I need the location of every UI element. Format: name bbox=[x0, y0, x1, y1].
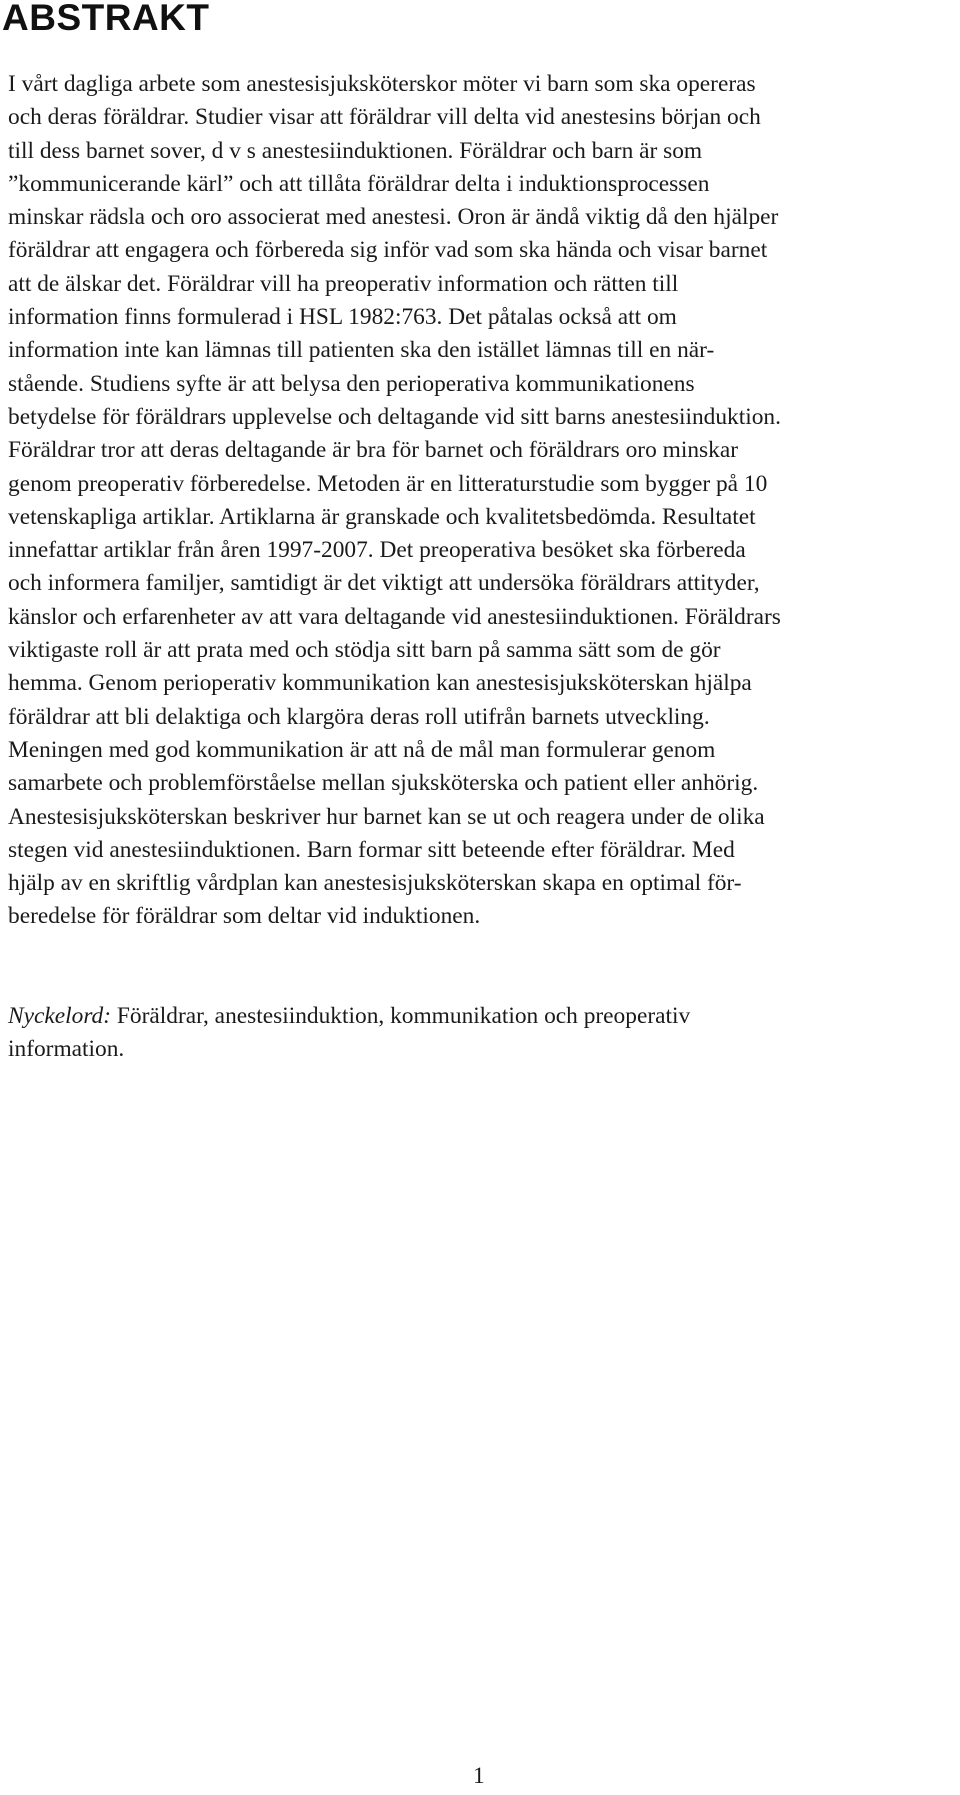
abstract-line: betydelse för föräldrars upplevelse och deltagande vid sitt barns anestesiinduktion. bbox=[8, 403, 781, 430]
abstract-line: information finns formulerad i HSL 1982:763. Det påtalas också att om bbox=[8, 304, 677, 331]
keywords-paragraph bbox=[8, 1000, 958, 1067]
abstract-line: föräldrar att bli delaktiga och klargöra deras roll utifrån barnets utveckling. bbox=[8, 703, 710, 730]
abstract-line: att de älskar det. Föräldrar vill ha preoperativ information och rätten till bbox=[8, 270, 679, 297]
abstract-line: innefattar artiklar från åren 1997-2007. Det preoperativa besöket ska förbereda bbox=[8, 537, 746, 564]
keywords-text: Föräldrar, anestesiinduktion, kommunikation och preoperativ bbox=[111, 1003, 691, 1029]
abstract-line: stegen vid anestesiinduktionen. Barn formar sitt beteende efter föräldrar. Med bbox=[8, 836, 735, 863]
abstract-line: och informera familjer, samtidigt är det viktigt att undersöka föräldrars attityder, bbox=[8, 570, 760, 597]
abstract-line: till dess barnet sover, d v s anestesiinduktionen. Föräldrar och barn är som bbox=[8, 137, 703, 164]
abstract-line: Meningen med god kommunikation är att nå de mål man formulerar genom bbox=[8, 736, 716, 763]
abstract-line: I vårt dagliga arbete som anestesisjuksköterskor möter vi barn som ska opereras bbox=[8, 71, 756, 97]
abstract-heading: ABSTRAKT bbox=[2, 0, 210, 38]
abstract-line: hemma. Genom perioperativ kommunikation kan anestesisjuksköterskan hjälpa bbox=[8, 670, 752, 697]
abstract-line: hjälp av en skriftlig vårdplan kan anestesisjuksköterskan skapa en optimal för- bbox=[8, 870, 742, 897]
abstract-line: genom preoperativ förberedelse. Metoden är en litteraturstudie som bygger på 10 bbox=[8, 470, 768, 497]
abstract-line: ”kommunicerande kärl” och att tillåta föräldrar delta i induktionsprocessen bbox=[8, 170, 710, 197]
abstract-line: information inte kan lämnas till patienten ska den istället lämnas till en när- bbox=[8, 337, 715, 364]
abstract-line: samarbete och problemförståelse mellan sjuksköterska och patient eller anhörig. bbox=[8, 770, 759, 797]
keywords-label: Nyckelord: bbox=[8, 1003, 112, 1029]
page-number: 1 bbox=[473, 1763, 485, 1789]
abstract-body bbox=[8, 68, 958, 934]
abstract-line: minskar rädsla och oro associerat med anestesi. Oron är ändå viktig då den hjälper bbox=[8, 204, 779, 231]
abstract-line: föräldrar att engagera och förbereda sig inför vad som ska hända och visar barnet bbox=[8, 237, 768, 264]
abstract-line: Föräldrar tror att deras deltagande är bra för barnet och föräldrars oro minskar bbox=[8, 437, 738, 464]
abstract-line: och deras föräldrar. Studier visar att föräldrar vill delta vid anestesins början och bbox=[8, 104, 761, 131]
abstract-line: viktigaste roll är att prata med och stödja sitt barn på samma sätt som de gör bbox=[8, 637, 721, 664]
abstract-line: känslor och erfarenheter av att vara deltagande vid anestesiinduktionen. Föräldrars bbox=[8, 603, 781, 630]
keywords-line: information. bbox=[8, 1036, 125, 1063]
abstract-line: vetenskapliga artiklar. Artiklarna är granskade och kvalitetsbedömda. Resultatet bbox=[8, 503, 756, 530]
keywords-line bbox=[8, 1000, 958, 1033]
abstract-line: beredelse för föräldrar som deltar vid induktionen. bbox=[8, 903, 481, 930]
abstract-line: Anestesisjuksköterskan beskriver hur barnet kan se ut och reagera under de olika bbox=[8, 803, 765, 830]
abstract-line: stående. Studiens syfte är att belysa den perioperativa kommunikationens bbox=[8, 370, 695, 397]
